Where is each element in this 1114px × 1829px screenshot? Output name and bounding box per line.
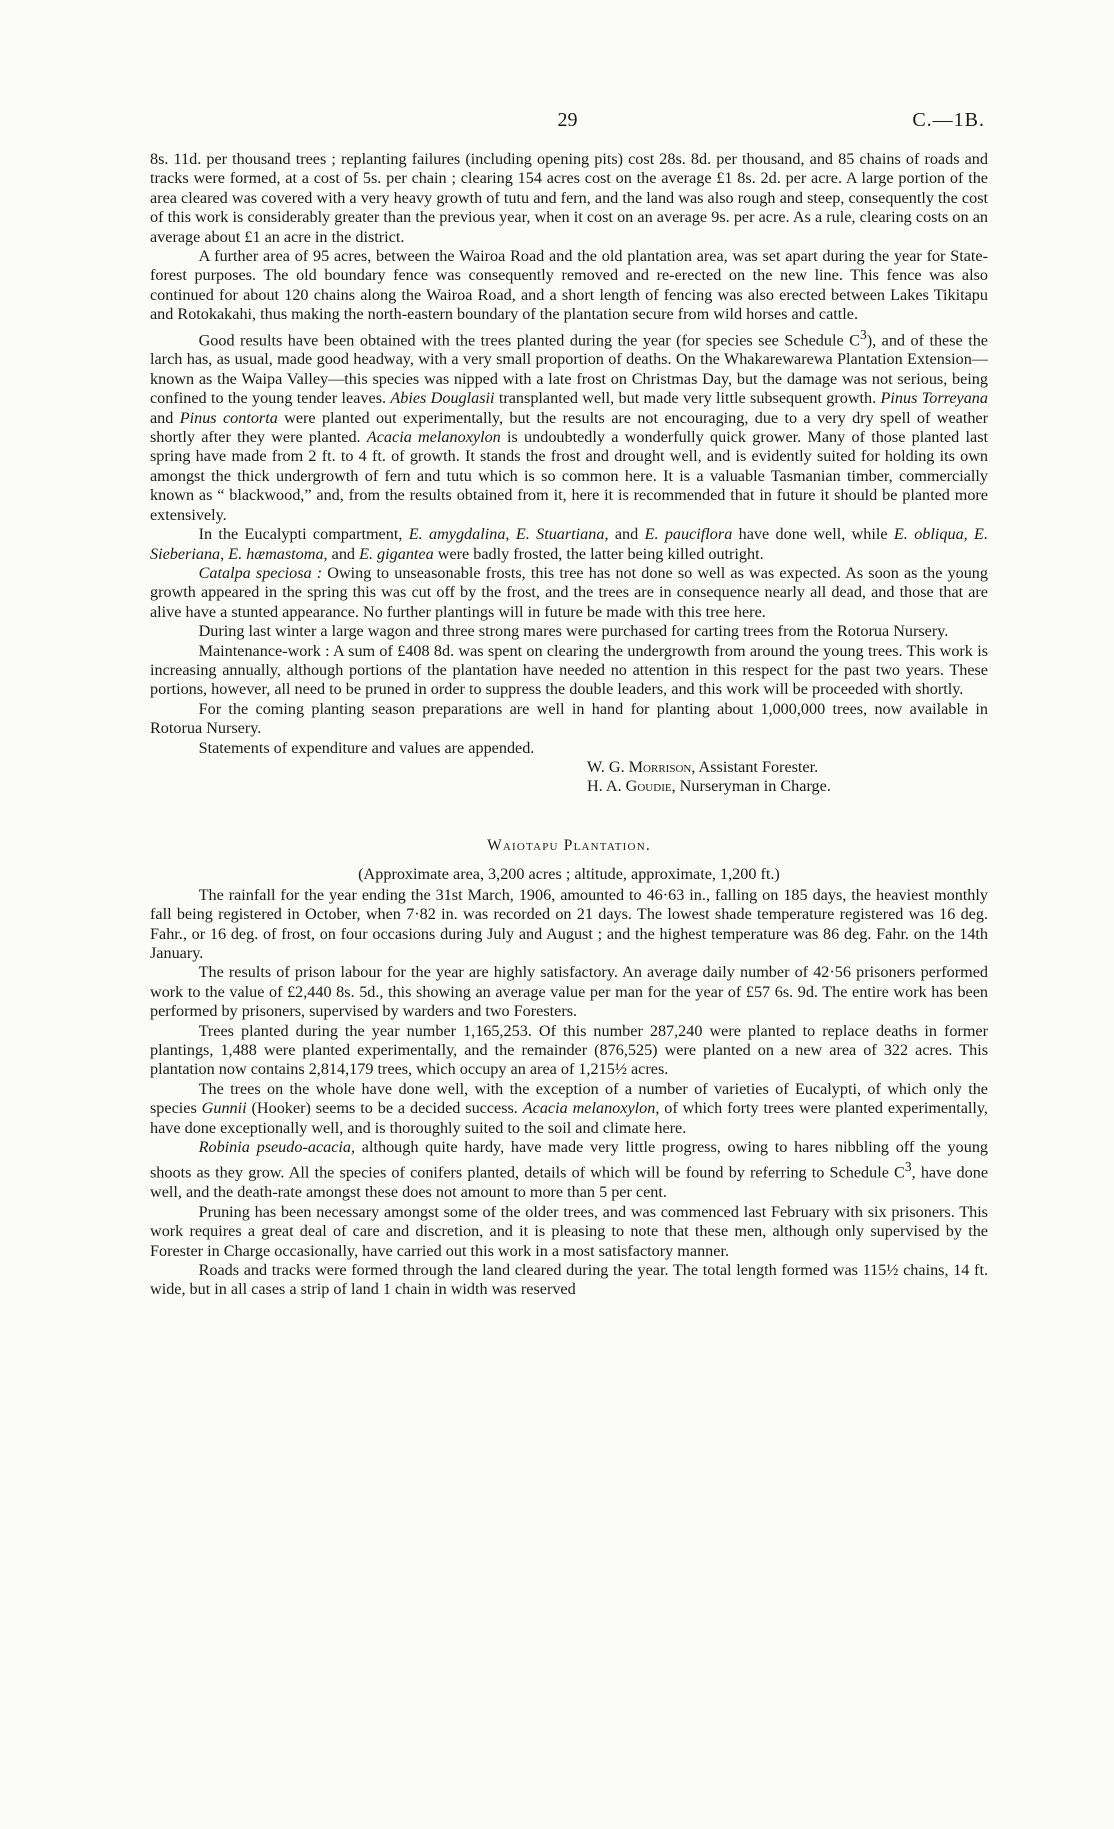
paragraph-good-results: Good results have been obtained with the trees planted during the year (for species see Schedule $C^3$), and of these the larch has, as usual, made good headway, with a very small proportion of deaths. On the Whakarewarewa Plantation Extension—known as the Waipa Valley—this species was nipped with a late frost on Christmas Day, but the damage was not serious, being confined to the young tender leaves. Abies Douglasii transplanted well, but made very little subsequent growth. Pinus Torreyana and Pinus contorta were planted out experimentally, but the results are not encouraging, due to a very dry spell of weather shortly after they were planted. Acacia melanoxylon is undoubtedly a wonderfully quick grower. Many of those planted last spring have made from 2 ft. to 4 ft. of growth. It stands the frost and drought well, and is evidently suited for holding its own amongst the thick undergrowth of fern and tutu which is so common here. It is a valuable Tasmanian timber, commercially known as “ blackwood,” and, from the results obtained from it, here it is recommended that in future it should be planted more extensively. [150,326,988,524]
paragraph-wagon: During last winter a large wagon and three strong mares were purchased for carting trees from the Rotorua Nursery. [198,622,949,641]
document-body [150,150,988,1300]
page-number: 29 [557,109,578,131]
paragraph-eucalypti: In the Eucalypti compartment, E. amygdalina, E. Stuartiana, and E. pauciflora have done well, while E. obliqua, E. Sieberiana, E. hæmastoma, and E. gigantea were badly frosted, the latter being killed outright. [150,525,988,563]
paragraph-boundary-fence: A further area of 95 acres, between the Wairoa Road and the old plantation area, was set apart during the year for State-forest purposes. The old boundary fence was consequently removed and re-erected on the new line. This fence was also continued for about 120 chains along the Wairoa Road, and a short length of fencing was also erected between Lakes Tikitapu and Rotokakahi, thus making the north-eastern boundary of the plantation secure from wild horses and cattle. [150,247,988,324]
paragraph-maintenance: Maintenance-work : A sum of £408 8d. was spent on clearing the undergrowth from around the young trees. This work is increasing annually, although portions of the plantation have needed no attention in this respect for the past two years. These portions, however, all need to be pruned in order to suppress the double leaders, and this work will be proceeded with shortly. [150,641,988,699]
paragraph-rainfall: The rainfall for the year ending the 31st March, 1906, amounted to 46·63 in., falling on 185 days, the heaviest monthly fall being registered in October, when 7·82 in. was recorded on 21 days. The lowest shade temperature registered was 16 deg. Fahr., or 16 deg. of frost, on four occasions during July and August ; and the highest temperature was 86 deg. Fahr. on the 14th January. [150,885,988,963]
paragraph-trees-planted: Trees planted during the year number 1,165,253. Of this number 287,240 were planted to replace deaths in former plantings, 1,488 were planted experimentally, and the remainder (876,525) were planted on a new area of 322 acres. This plantation now contains 2,814,179 trees, which occupy an area of 1,215½ acres. [150,1021,988,1079]
page-header [150,104,985,136]
paragraph-catalpa: Catalpa speciosa : Owing to unseasonable frosts, this tree has not done so well as was expected. As soon as the young growth appeared in the spring this was cut off by the frost, and the trees are in consequence nearly all dead, and those that are alive have a stunted appearance. No further plantings will in future be made with this tree here. [150,563,988,621]
paragraph-cost-summary: 8s. 11d. per thousand trees ; replanting failures (including opening pits) cost 28s. 8d. per thousand, and 85 chains of roads and tracks were formed, at a cost of 5s. per chain ; clearing 154 acres cost on the average £1 8s. 2d. per acre. A large portion of the area cleared was covered with a very heavy growth of tutu and fern, and the land was also rough and steep, consequently the cost of this work is considerably greater than the previous year, when it cost on an average 9s. per acre. As a rule, clearing costs on an average about £1 an acre in the district. [150,150,988,246]
paragraph-trees-whole: The trees on the whole have done well, with the exception of a number of varieties of Eucalypti, of which only the species Gunnii (Hooker) seems to be a decided success. Acacia melanoxylon, of which forty trees were planted experimentally, have done exceptionally well, and is thoroughly suited to the soil and climate here. [150,1079,988,1137]
document-reference: C.—1B. [912,109,985,131]
paragraph-robinia: Robinia pseudo-acacia, although quite hardy, have made very little progress, owing to hares nibbling off the young shoots as they grow. All the species of conifers planted, details of which will be found by referring to Schedule $C^3$, have done well, and the death-rate amongst these does not amount to more than 5 per cent. [150,1138,989,1202]
section-subtitle: (Approximate area, 3,200 acres ; altitude, approximate, 1,200 ft.) [358,864,780,883]
section-title: Waiotapu Plantation. [487,836,651,854]
paragraph-pruning: Pruning has been necessary amongst some of the older trees, and was commenced last February with six prisoners. This work requires a great deal of care and discretion, and it is pleasing to note that these men, although only supervised by the Forester in Charge occasionally, have carried out this work in a most satisfactory manner. [150,1202,988,1260]
signature-morrison: W. G. Morrison, Assistant Forester. [587,757,819,776]
paragraph-statements: Statements of expenditure and values are appended. [198,738,535,757]
paragraph-planting-season: For the coming planting season preparations are well in hand for planting about 1,000,000 trees, now available in Rotorua Nursery. [150,699,988,738]
paragraph-prison-labour: The results of prison labour for the year are highly satisfactory. An average daily number of 42·56 prisoners performed work to the value of £2,440 8s. 5d., this showing an average value per man for the year of £57 6s. 9d. The entire work has been performed by prisoners, supervised by warders and two Foresters. [150,963,988,1021]
paragraph-roads: Roads and tracks were formed through the land cleared during the year. The total length formed was 115½ chains, 14 ft. wide, but in all cases a strip of land 1 chain in width was reserved [150,1260,988,1299]
signature-goudie: H. A. Goudie, Nurseryman in Charge. [587,777,831,796]
